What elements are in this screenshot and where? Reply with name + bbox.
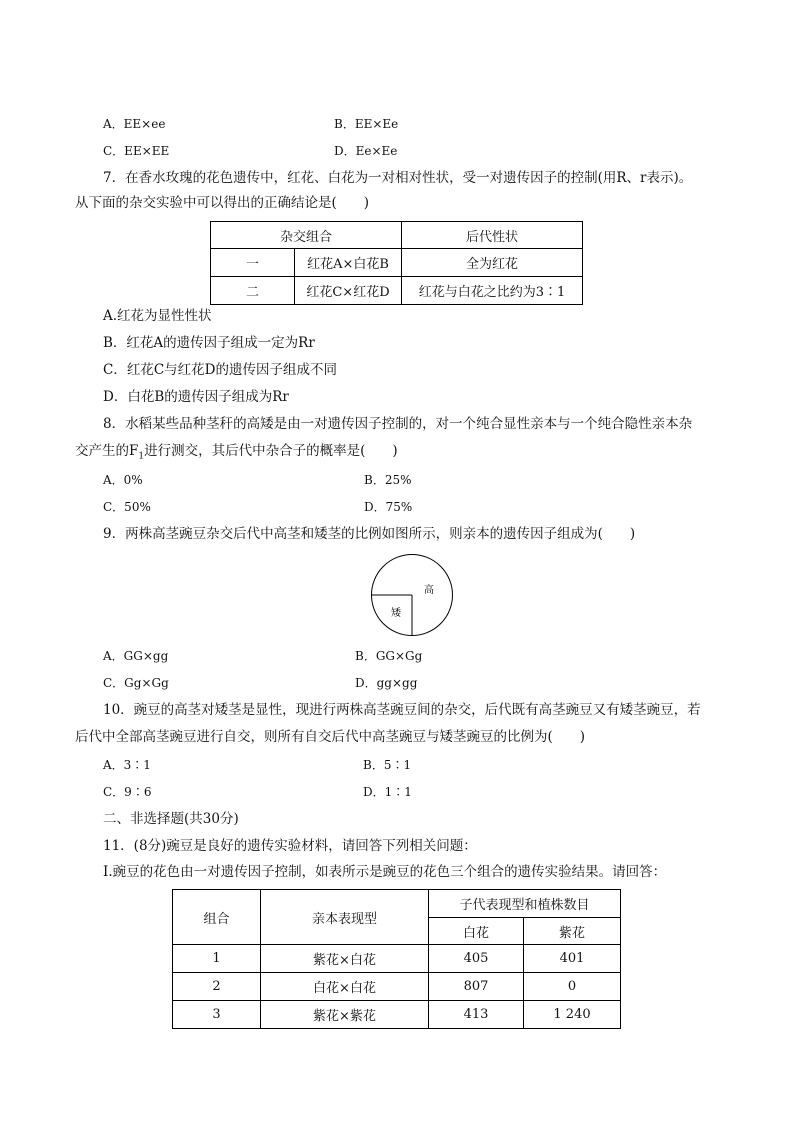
q7-stem-line2: 从下面的杂交实验中可以得出的正确结论是( ) [75,195,370,211]
q11-table-cell: 401 [524,945,621,973]
q11-table-cell: 3 [173,1001,261,1029]
q9-option-d: D．gg×gg [355,676,418,690]
q10-option-b: B．5∶1 [363,758,412,772]
q8-option-d: D．75% [364,500,413,514]
q11-table-cell: 白花×白花 [261,973,429,1001]
q9-option-c: C．Gg×Gg [103,676,169,690]
q8-stem-text: 进行测交，其后代中杂合子的概率是( ) [144,443,398,459]
q11-table-cell: 807 [429,973,524,1001]
q7-option-c: C．红花C与红花D的遗传因子组成不同 [103,362,337,378]
q9-option-b: B．GG×Gg [355,649,423,663]
q7-option-b: B．红花A的遗传因子组成一定为Rr [103,335,315,351]
q8-option-b: B．25% [364,473,412,487]
q11-table-cell: 0 [524,973,621,1001]
q7-option-a: A.红花为显性性状 [103,308,212,324]
q7-table-cell: 红花与白花之比约为3∶1 [402,277,583,305]
pie-label-tall: 高 [424,585,434,596]
q8-option-a: A．0% [103,473,143,487]
q11-stem: 11．(8分)豌豆是良好的遗传实验材料，请回答下列相关问题： [103,838,477,854]
q7-option-d: D．白花B的遗传因子组成为Rr [103,389,289,405]
q8-stem-text: 交产生的F [75,443,139,459]
q7-table-cell: 一 [211,249,295,277]
q11-table-header-offspring: 子代表现型和植株数目 [429,890,621,918]
q8-stem-line2 [75,445,398,462]
q7-table-header-offspring: 后代性状 [402,222,583,249]
q7-stem-line1: 7．在香水玫瑰的花色遗传中，红花、白花为一对相对性状，受一对遗传因子的控制(用R、r表示)。 [103,170,693,186]
pie-label-short: 矮 [391,608,401,619]
section-heading: 二、非选择题(共30分) [103,811,239,827]
q11-table-cell: 1 [173,945,261,973]
q11-table-cell: 紫花×紫花 [261,1001,429,1029]
q10-option-a: A．3∶1 [103,758,151,772]
q6-option-d: D．Ee×Ee [334,144,398,158]
q8-subscript: 1 [138,451,145,462]
q6-option-a: A．EE×ee [103,117,166,131]
q11-part1-stem: Ⅰ.豌豆的花色由一对遗传因子控制，如表所示是豌豆的花色三个组合的遗传实验结果。请回答： [103,864,667,880]
q11-table-header-white: 白花 [429,918,524,945]
q10-option-c: C．9∶6 [103,785,152,799]
q11-table-cell: 1 240 [524,1001,621,1029]
q9-stem: 9．两株高茎豌豆杂交后代中高茎和矮茎的比例如图所示，则亲本的遗传因子组成为( ) [103,526,636,542]
q7-table-cell: 红花C×红花D [295,277,402,305]
q6-option-c: C．EE×EE [103,144,170,158]
q11-table-header-group: 组合 [173,890,261,945]
q11-table-cell: 405 [429,945,524,973]
q7-table-cell: 全为红花 [402,249,583,277]
q7-table-header-cross: 杂交组合 [211,222,402,249]
q11-table [172,889,621,1029]
q11-table-cell: 413 [429,1001,524,1029]
q6-option-b: B．EE×Ee [334,117,399,131]
q10-option-d: D．1∶1 [363,785,412,799]
q7-table-cell: 二 [211,277,295,305]
q8-stem-line1: 8．水稻某些品种茎秆的高矮是由一对遗传因子控制的，对一个纯合显性亲本与一个纯合隐性亲本杂 [103,416,693,432]
q9-option-a: A．GG×gg [103,649,169,663]
q10-stem-line1: 10．豌豆的高茎对矮茎是显性，现进行两株高茎豌豆间的杂交，后代既有高茎豌豆又有矮茎豌豆，若 [103,702,701,718]
q7-table [210,221,583,305]
q11-table-cell: 紫花×白花 [261,945,429,973]
q11-table-header-parent: 亲本表现型 [261,890,429,945]
q10-stem-line2: 后代中全部高茎豌豆进行自交，则所有自交后代中高茎豌豆与矮茎豌豆的比例为( ) [75,729,586,745]
q7-table-cell: 红花A×白花B [295,249,402,277]
q11-table-cell: 2 [173,973,261,1001]
pie-chart [370,553,454,637]
q8-option-c: C．50% [103,500,151,514]
q11-table-header-purple: 紫花 [524,918,621,945]
